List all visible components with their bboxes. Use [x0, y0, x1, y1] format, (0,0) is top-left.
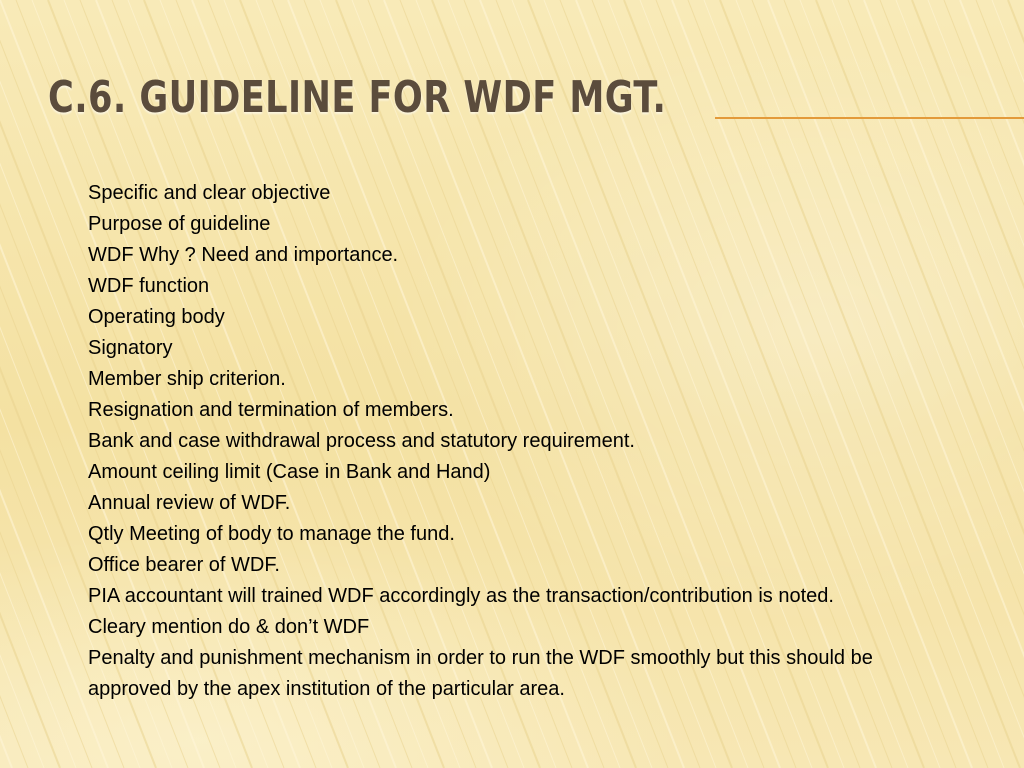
list-item: Bank and case withdrawal process and statutory requirement. — [88, 430, 635, 452]
list-item: PIA accountant will trained WDF accordingly as the transaction/contribution is noted. — [88, 585, 834, 607]
list-item: Resignation and termination of members. — [88, 399, 454, 421]
list-item: WDF Why ? Need and importance. — [88, 244, 399, 266]
list-item: Penalty and punishment mechanism in order to run the WDF smoothly but this should be approved by the apex institution of the particular area. — [88, 647, 873, 700]
list-item: Signatory — [88, 337, 173, 359]
background-stripe — [992, 0, 1024, 768]
list-item: Cleary mention do & don’t WDF — [88, 616, 370, 638]
background-stripe — [976, 0, 1024, 768]
list-item: Purpose of guideline — [88, 213, 271, 235]
list-item: Amount ceiling limit (Case in Bank and Hand) — [88, 461, 491, 483]
list-item: Qtly Meeting of body to manage the fund. — [88, 523, 455, 545]
guideline-list — [88, 178, 918, 705]
list-item: Specific and clear objective — [88, 182, 331, 204]
slide-title: C.6. GUIDELINE FOR WDF MGT. — [48, 72, 667, 123]
title-underline-rule — [715, 117, 1024, 119]
list-item: Office bearer of WDF. — [88, 554, 280, 576]
list-item: Member ship criterion. — [88, 368, 286, 390]
list-item: Annual review of WDF. — [88, 492, 291, 514]
list-item: WDF function — [88, 275, 210, 297]
list-item: Operating body — [88, 306, 225, 328]
background-stripe — [1008, 0, 1024, 768]
